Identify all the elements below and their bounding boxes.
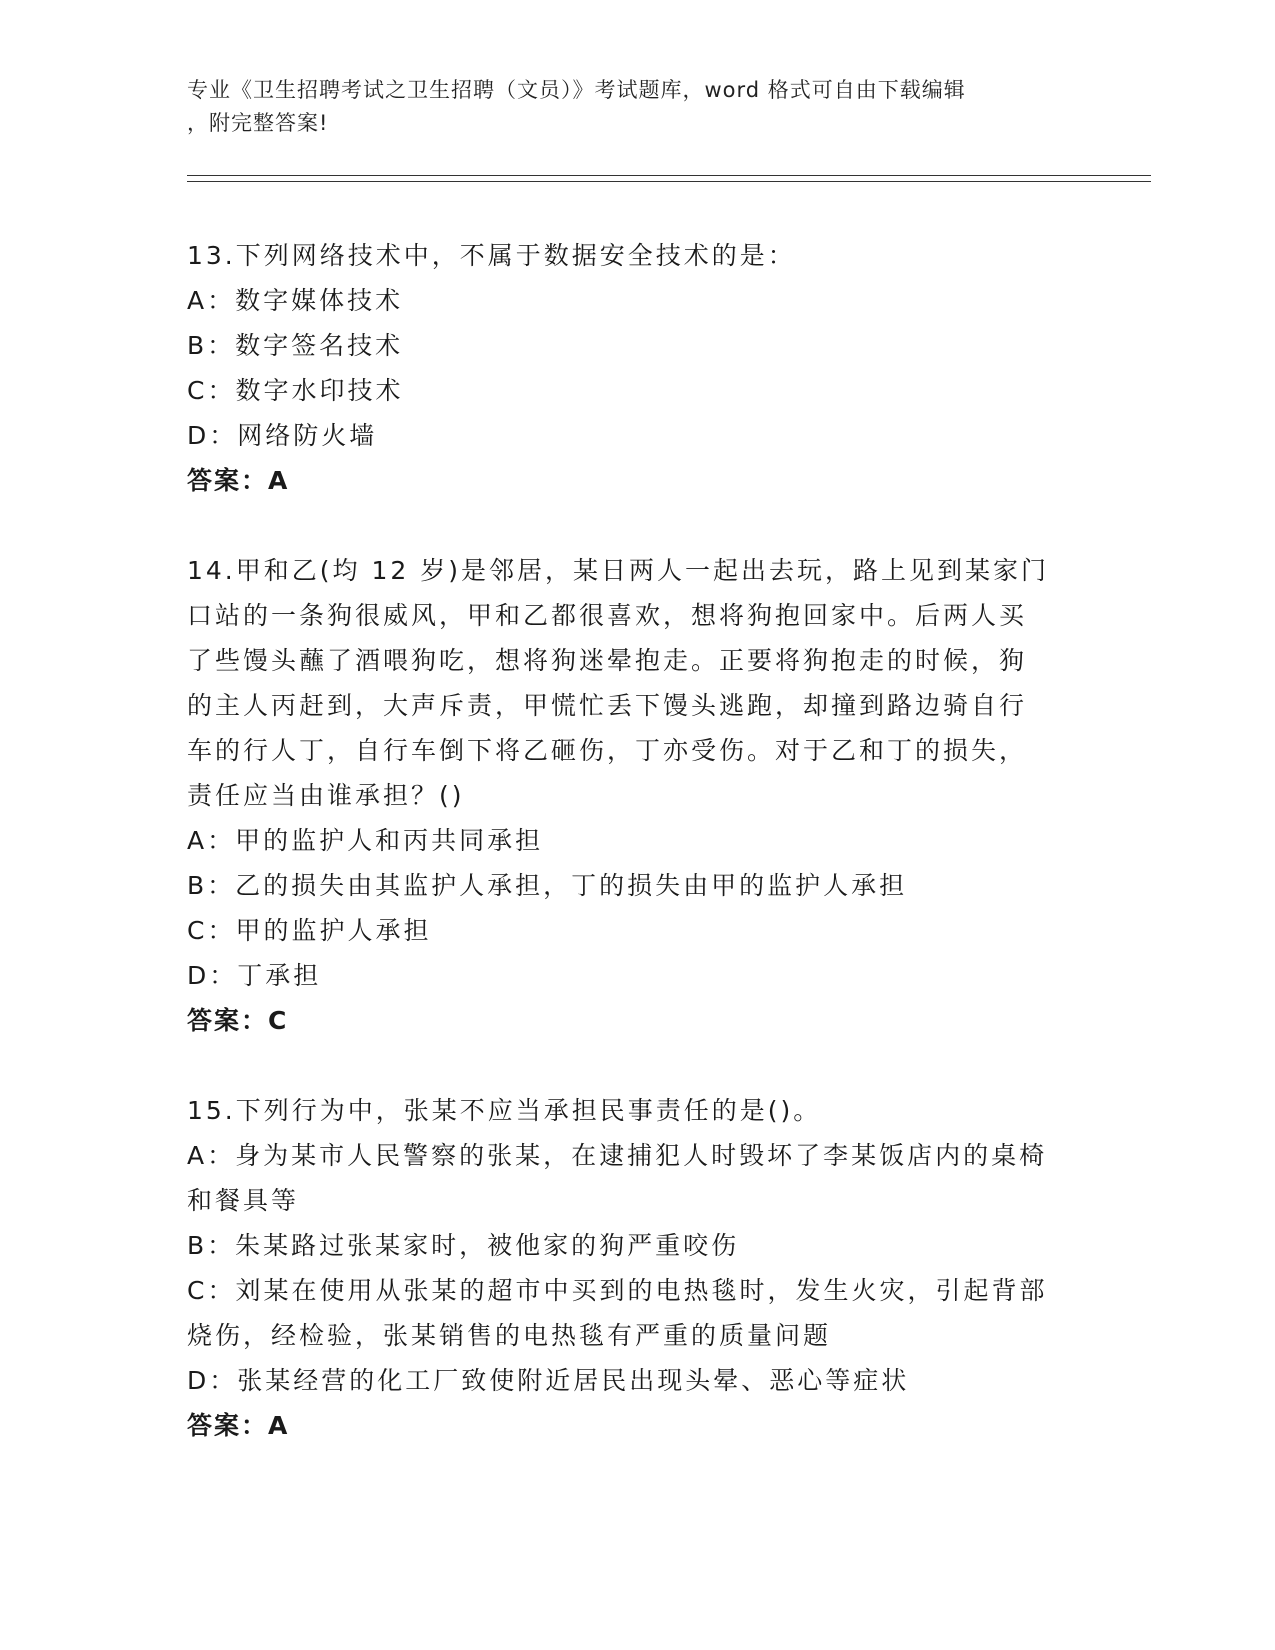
question-stem-line: 口站的一条狗很威风，甲和乙都很喜欢，想将狗抱回家中。后两人买 [187,601,1028,630]
question-stem-line: 的主人丙赶到，大声斥责，甲慌忙丢下馒头逃跑，却撞到路边骑自行 [187,691,1028,720]
question-stem-line: 了些馒头蘸了酒喂狗吃，想将狗迷晕抱走。正要将狗抱走的时候，狗 [187,646,1028,675]
option-c: C：刘某在使用从张某的超市中买到的电热毯时，发生火灾，引起背部 [187,1276,1048,1305]
option-b: B：乙的损失由其监护人承担，丁的损失由甲的监护人承担 [187,871,908,900]
document-header [187,74,1087,140]
option-b: B：朱某路过张某家时，被他家的狗严重咬伤 [187,1231,740,1260]
header-divider-bottom [187,181,1151,182]
header-line-2: ，附完整答案! [187,111,329,135]
option-a: A：数字媒体技术 [187,286,404,315]
question-15 [187,1088,1087,1448]
question-stem-line: 责任应当由谁承担？() [187,781,465,810]
option-a: A：甲的监护人和丙共同承担 [187,826,544,855]
option-b: B：数字签名技术 [187,331,404,360]
header-divider-top [187,175,1151,176]
answer: 答案：A [187,466,290,495]
option-d: D：张某经营的化工厂致使附近居民出现头晕、恶心等症状 [187,1366,910,1395]
question-spacer [187,1043,1087,1088]
answer: 答案：A [187,1411,290,1440]
option-c: C：数字水印技术 [187,376,404,405]
option-d: D：网络防火墙 [187,421,378,450]
question-stem-line: 14.甲和乙(均 12 岁)是邻居，某日两人一起出去玩，路上见到某家门 [187,556,1049,585]
option-a-continued: 和餐具等 [187,1186,300,1215]
question-13 [187,233,1087,503]
option-c: C：甲的监护人承担 [187,916,432,945]
header-line-1: 专业《卫生招聘考试之卫生招聘（文员）》考试题库，word 格式可自由下载编辑 [187,78,966,102]
option-c-continued: 烧伤，经检验，张某销售的电热毯有严重的质量问题 [187,1321,832,1350]
option-a: A：身为某市人民警察的张某，在逮捕犯人时毁坏了李某饭店内的桌椅 [187,1141,1048,1170]
question-stem: 15.下列行为中，张某不应当承担民事责任的是()。 [187,1096,822,1125]
question-list [187,233,1087,1448]
question-stem-line: 车的行人丁，自行车倒下将乙砸伤，丁亦受伤。对于乙和丁的损失， [187,736,1028,765]
question-14 [187,548,1087,1043]
question-stem: 13.下列网络技术中，不属于数据安全技术的是： [187,241,796,270]
answer: 答案：C [187,1006,289,1035]
question-spacer [187,503,1087,548]
option-d: D：丁承担 [187,961,322,990]
